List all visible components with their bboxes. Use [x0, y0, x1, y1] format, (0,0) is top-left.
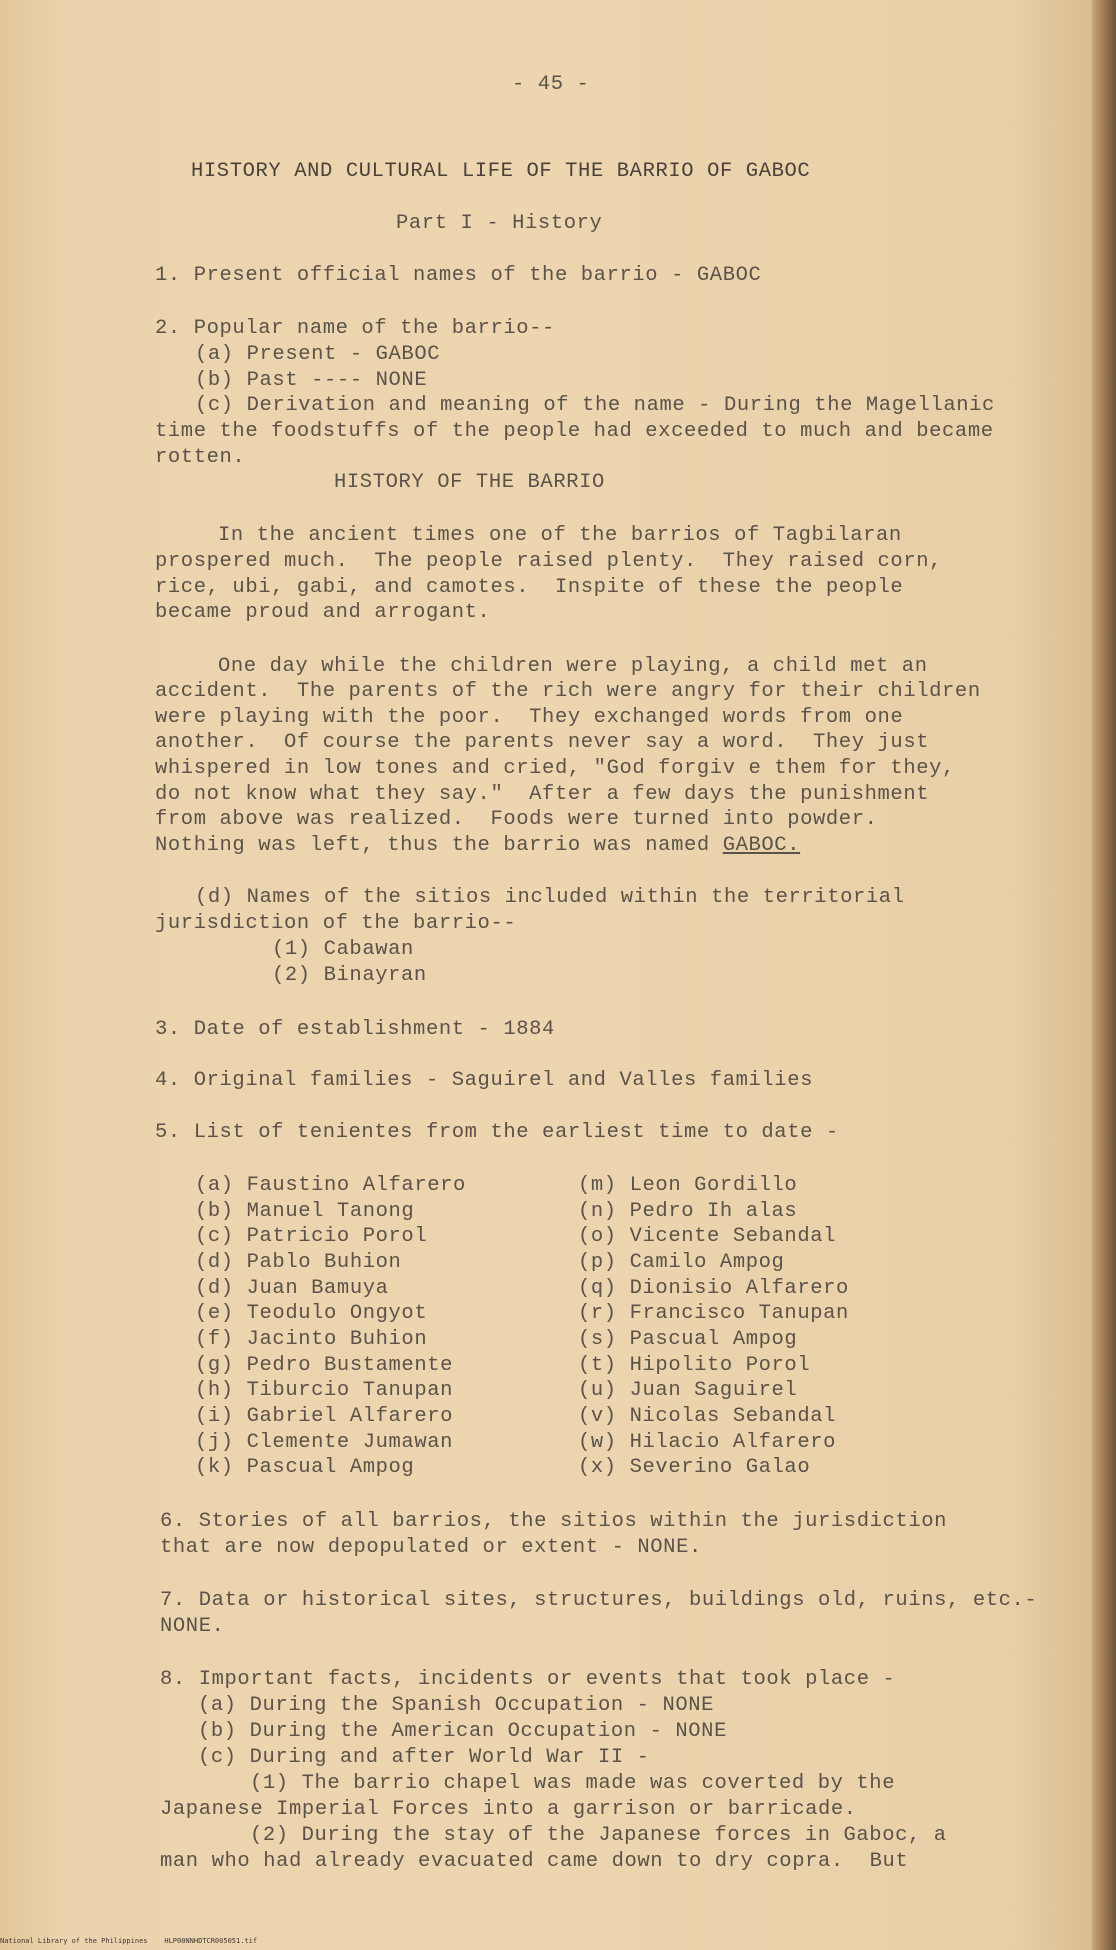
teniente-left: (c) Patricio Porol: [195, 1225, 428, 1248]
item-8c1-line: (1) The barrio chapel was made was coverted by the: [250, 1772, 896, 1795]
paragraph-line: another. Of course the parents never say a word. They just: [155, 731, 930, 754]
teniente-left: (d) Juan Bamuya: [195, 1277, 389, 1300]
paragraph-line: One day while the children were playing, a child met an: [218, 655, 928, 678]
item-2a: (a) Present - GABOC: [195, 343, 441, 366]
paragraph-line: from above was realized. Foods were turned into powder.: [155, 808, 878, 831]
document-title: HISTORY AND CULTURAL LIFE OF THE BARRIO OF GABOC: [191, 160, 811, 183]
item-8b: (b) During the American Occupation - NONE: [198, 1720, 727, 1743]
history-heading: HISTORY OF THE BARRIO: [334, 471, 605, 494]
item-2d-line: jurisdiction of the barrio--: [155, 912, 517, 935]
item-1: 1. Present official names of the barrio - GABOC: [155, 264, 762, 287]
paragraph-line: accident. The parents of the rich were angry for their children: [155, 680, 981, 703]
sitio-item: (1) Cabawan: [272, 938, 414, 961]
paragraph-line: [155, 834, 800, 858]
item-2c-line: (c) Derivation and meaning of the name - During the Magellanic: [195, 394, 995, 417]
paragraph-line: were playing with the poor. They exchanged words from one: [155, 706, 904, 729]
barrio-name: GABOC.: [722, 834, 801, 857]
teniente-left: (h) Tiburcio Tanupan: [195, 1379, 454, 1402]
teniente-left: (g) Pedro Bustamente: [195, 1354, 454, 1377]
item-2b: (b) Past ---- NONE: [195, 369, 428, 392]
teniente-right: (w) Hilacio Alfarero: [578, 1431, 837, 1454]
item-8c: (c) During and after World War II -: [198, 1746, 650, 1769]
item-2c-line: time the foodstuffs of the people had exceeded to much and became: [155, 420, 994, 443]
item-5: 5. List of tenientes from the earliest time to date -: [155, 1121, 839, 1144]
part-heading: Part I - History: [396, 212, 603, 235]
item-4: 4. Original families - Saguirel and Valles families: [155, 1069, 814, 1092]
item-2-heading: 2. Popular name of the barrio--: [155, 317, 555, 340]
teniente-right: (n) Pedro Ih alas: [578, 1200, 798, 1223]
sitio-item: (2) Binayran: [272, 964, 427, 987]
teniente-right: (m) Leon Gordillo: [578, 1174, 798, 1197]
paragraph-text: Nothing was left, thus the barrio was named: [155, 834, 723, 857]
scan-footer: National Library of the Philippines HLP00NNHDTCR005051.tif: [0, 1937, 258, 1945]
page-edge: [1092, 0, 1116, 1950]
teniente-left: (f) Jacinto Buhion: [195, 1328, 428, 1351]
paragraph-line: prospered much. The people raised plenty. They raised corn,: [155, 550, 943, 573]
paragraph-line: rice, ubi, gabi, and camotes. Inspite of these the people: [155, 576, 904, 599]
teniente-right: (s) Pascual Ampog: [578, 1328, 798, 1351]
paragraph-line: do not know what they say." After a few days the punishment: [155, 783, 930, 806]
teniente-right: (t) Hipolito Porol: [578, 1354, 811, 1377]
item-7-line: 7. Data or historical sites, structures, buildings old, ruins, etc.-: [160, 1589, 1038, 1612]
teniente-left: (k) Pascual Ampog: [195, 1456, 415, 1479]
teniente-left: (i) Gabriel Alfarero: [195, 1405, 454, 1428]
item-8-heading: 8. Important facts, incidents or events that took place -: [160, 1668, 896, 1691]
teniente-left: (j) Clemente Jumawan: [195, 1431, 454, 1454]
paragraph-line: whispered in low tones and cried, "God forgiv e them for they,: [155, 757, 955, 780]
teniente-right: (r) Francisco Tanupan: [578, 1302, 849, 1325]
teniente-left: (b) Manuel Tanong: [195, 1200, 415, 1223]
item-8c2-line: man who had already evacuated came down to dry copra. But: [160, 1850, 909, 1873]
teniente-right: (x) Severino Galao: [578, 1456, 811, 1479]
teniente-right: (p) Camilo Ampog: [578, 1251, 785, 1274]
item-8c1-line: Japanese Imperial Forces into a garrison or barricade.: [160, 1798, 857, 1821]
teniente-right: (q) Dionisio Alfarero: [578, 1277, 849, 1300]
item-6-line: 6. Stories of all barrios, the sitios within the jurisdiction: [160, 1510, 948, 1533]
item-2d-line: (d) Names of the sitios included within the territorial: [195, 886, 905, 909]
item-3: 3. Date of establishment - 1884: [155, 1018, 555, 1041]
item-2c-line: rotten.: [155, 446, 246, 469]
teniente-left: (a) Faustino Alfarero: [195, 1174, 466, 1197]
page-number: - 45 -: [512, 73, 590, 96]
item-7-line: NONE.: [160, 1615, 225, 1638]
paragraph-line: became proud and arrogant.: [155, 601, 491, 624]
item-6-line: that are now depopulated or extent - NONE.: [160, 1536, 702, 1559]
paragraph-line: In the ancient times one of the barrios of Tagbilaran: [218, 524, 902, 547]
teniente-left: (d) Pablo Buhion: [195, 1251, 402, 1274]
teniente-right: (u) Juan Saguirel: [578, 1379, 798, 1402]
teniente-right: (v) Nicolas Sebandal: [578, 1405, 837, 1428]
item-8c2-line: (2) During the stay of the Japanese forces in Gaboc, a: [250, 1824, 947, 1847]
teniente-left: (e) Teodulo Ongyot: [195, 1302, 428, 1325]
item-8a: (a) During the Spanish Occupation - NONE: [198, 1694, 715, 1717]
teniente-right: (o) Vicente Sebandal: [578, 1225, 837, 1248]
